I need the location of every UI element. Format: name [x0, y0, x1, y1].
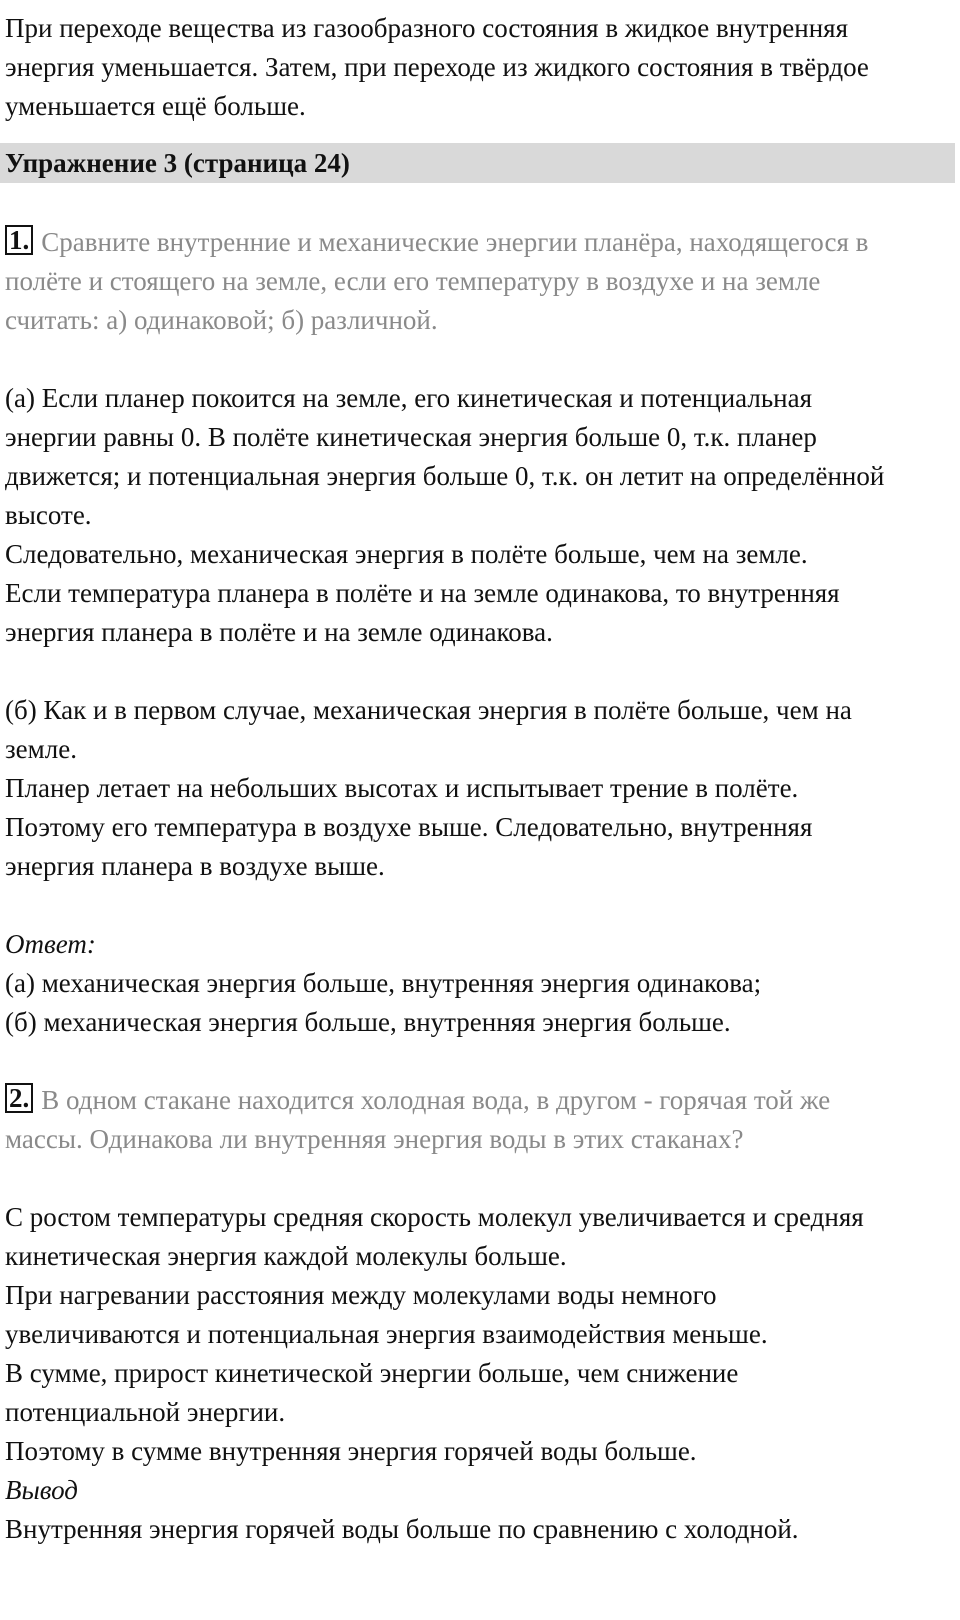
question-line: считать: а) одинаковой; б) различной. [5, 305, 438, 335]
solution-line: Если температура планера в полёте и на земле одинакова, то внутренняя [5, 578, 840, 608]
solution-line: увеличиваются и потенциальная энергия взаимодействия меньше. [5, 1319, 768, 1349]
solution-line: Следовательно, механическая энергия в полёте больше, чем на земле. [5, 539, 808, 569]
solution-line: Поэтому его температура в воздухе выше. Следовательно, внутренняя [5, 812, 813, 842]
question-1-text [5, 223, 955, 262]
conclusion-label: Вывод [5, 1475, 78, 1505]
conclusion-text: Внутренняя энергия горячей воды больше по сравнению с холодной. [5, 1514, 799, 1544]
solution-line: кинетическая энергия каждой молекулы больше. [5, 1241, 567, 1271]
question-1 [5, 223, 955, 340]
question-1-number: 1. [5, 225, 33, 255]
question-line: полёте и стоящего на земле, если его температуру в воздухе и на земле [5, 266, 821, 296]
intro-paragraph [5, 9, 955, 126]
question-line: В одном стакане находится холодная вода, в другом - горячая той же [41, 1085, 831, 1115]
solution-line: движется; и потенциальная энергия больше 0, т.к. он летит на определённой [5, 461, 885, 491]
solution-line: энергия планера в воздухе выше. [5, 851, 385, 881]
document-page [5, 9, 955, 1549]
solution-line: Планер летает на небольших высотах и испытывает трение в полёте. [5, 773, 799, 803]
solution-line: (а) Если планер покоится на земле, его кинетическая и потенциальная [5, 383, 813, 413]
solution-line: потенциальной энергии. [5, 1397, 286, 1427]
solution-line: энергия планера в полёте и на земле одинакова. [5, 617, 553, 647]
solution-line: Поэтому в сумме внутренняя энергия горячей воды больше. [5, 1436, 697, 1466]
solution-line: В сумме, прирост кинетической энергии больше, чем снижение [5, 1358, 739, 1388]
section-heading: Упражнение 3 (страница 24) [0, 143, 955, 183]
solution-line: (б) Как и в первом случае, механическая энергия в полёте больше, чем на [5, 695, 852, 725]
solution-line: земле. [5, 734, 77, 764]
question-line: массы. Одинакова ли внутренняя энергия воды в этих стаканах? [5, 1124, 744, 1154]
solution-line: При нагревании расстояния между молекулами воды немного [5, 1280, 717, 1310]
answer-line: (а) механическая энергия больше, внутренняя энергия одинакова; [5, 968, 762, 998]
question-2-number: 2. [5, 1083, 33, 1113]
question-line: Сравните внутренние и механические энергии планёра, находящегося в [41, 227, 869, 257]
intro-line: энергия уменьшается. Затем, при переходе из жидкого состояния в твёрдое [5, 52, 869, 82]
answer-line: (б) механическая энергия больше, внутренняя энергия больше. [5, 1007, 731, 1037]
question-2 [5, 1081, 955, 1159]
solution-line: энергии равны 0. В полёте кинетическая энергия больше 0, т.к. планер [5, 422, 817, 452]
solution-line: высоте. [5, 500, 92, 530]
solution-a [5, 379, 955, 652]
intro-line: уменьшается ещё больше. [5, 91, 306, 121]
solution-b [5, 691, 955, 886]
intro-line: При переходе вещества из газообразного состояния в жидкое внутренняя [5, 13, 849, 43]
answer-label: Ответ: [5, 929, 96, 959]
solution-2 [5, 1198, 955, 1549]
solution-line: С ростом температуры средняя скорость молекул увеличивается и средняя [5, 1202, 864, 1232]
question-2-text [5, 1081, 955, 1120]
answer-block [5, 925, 955, 1042]
